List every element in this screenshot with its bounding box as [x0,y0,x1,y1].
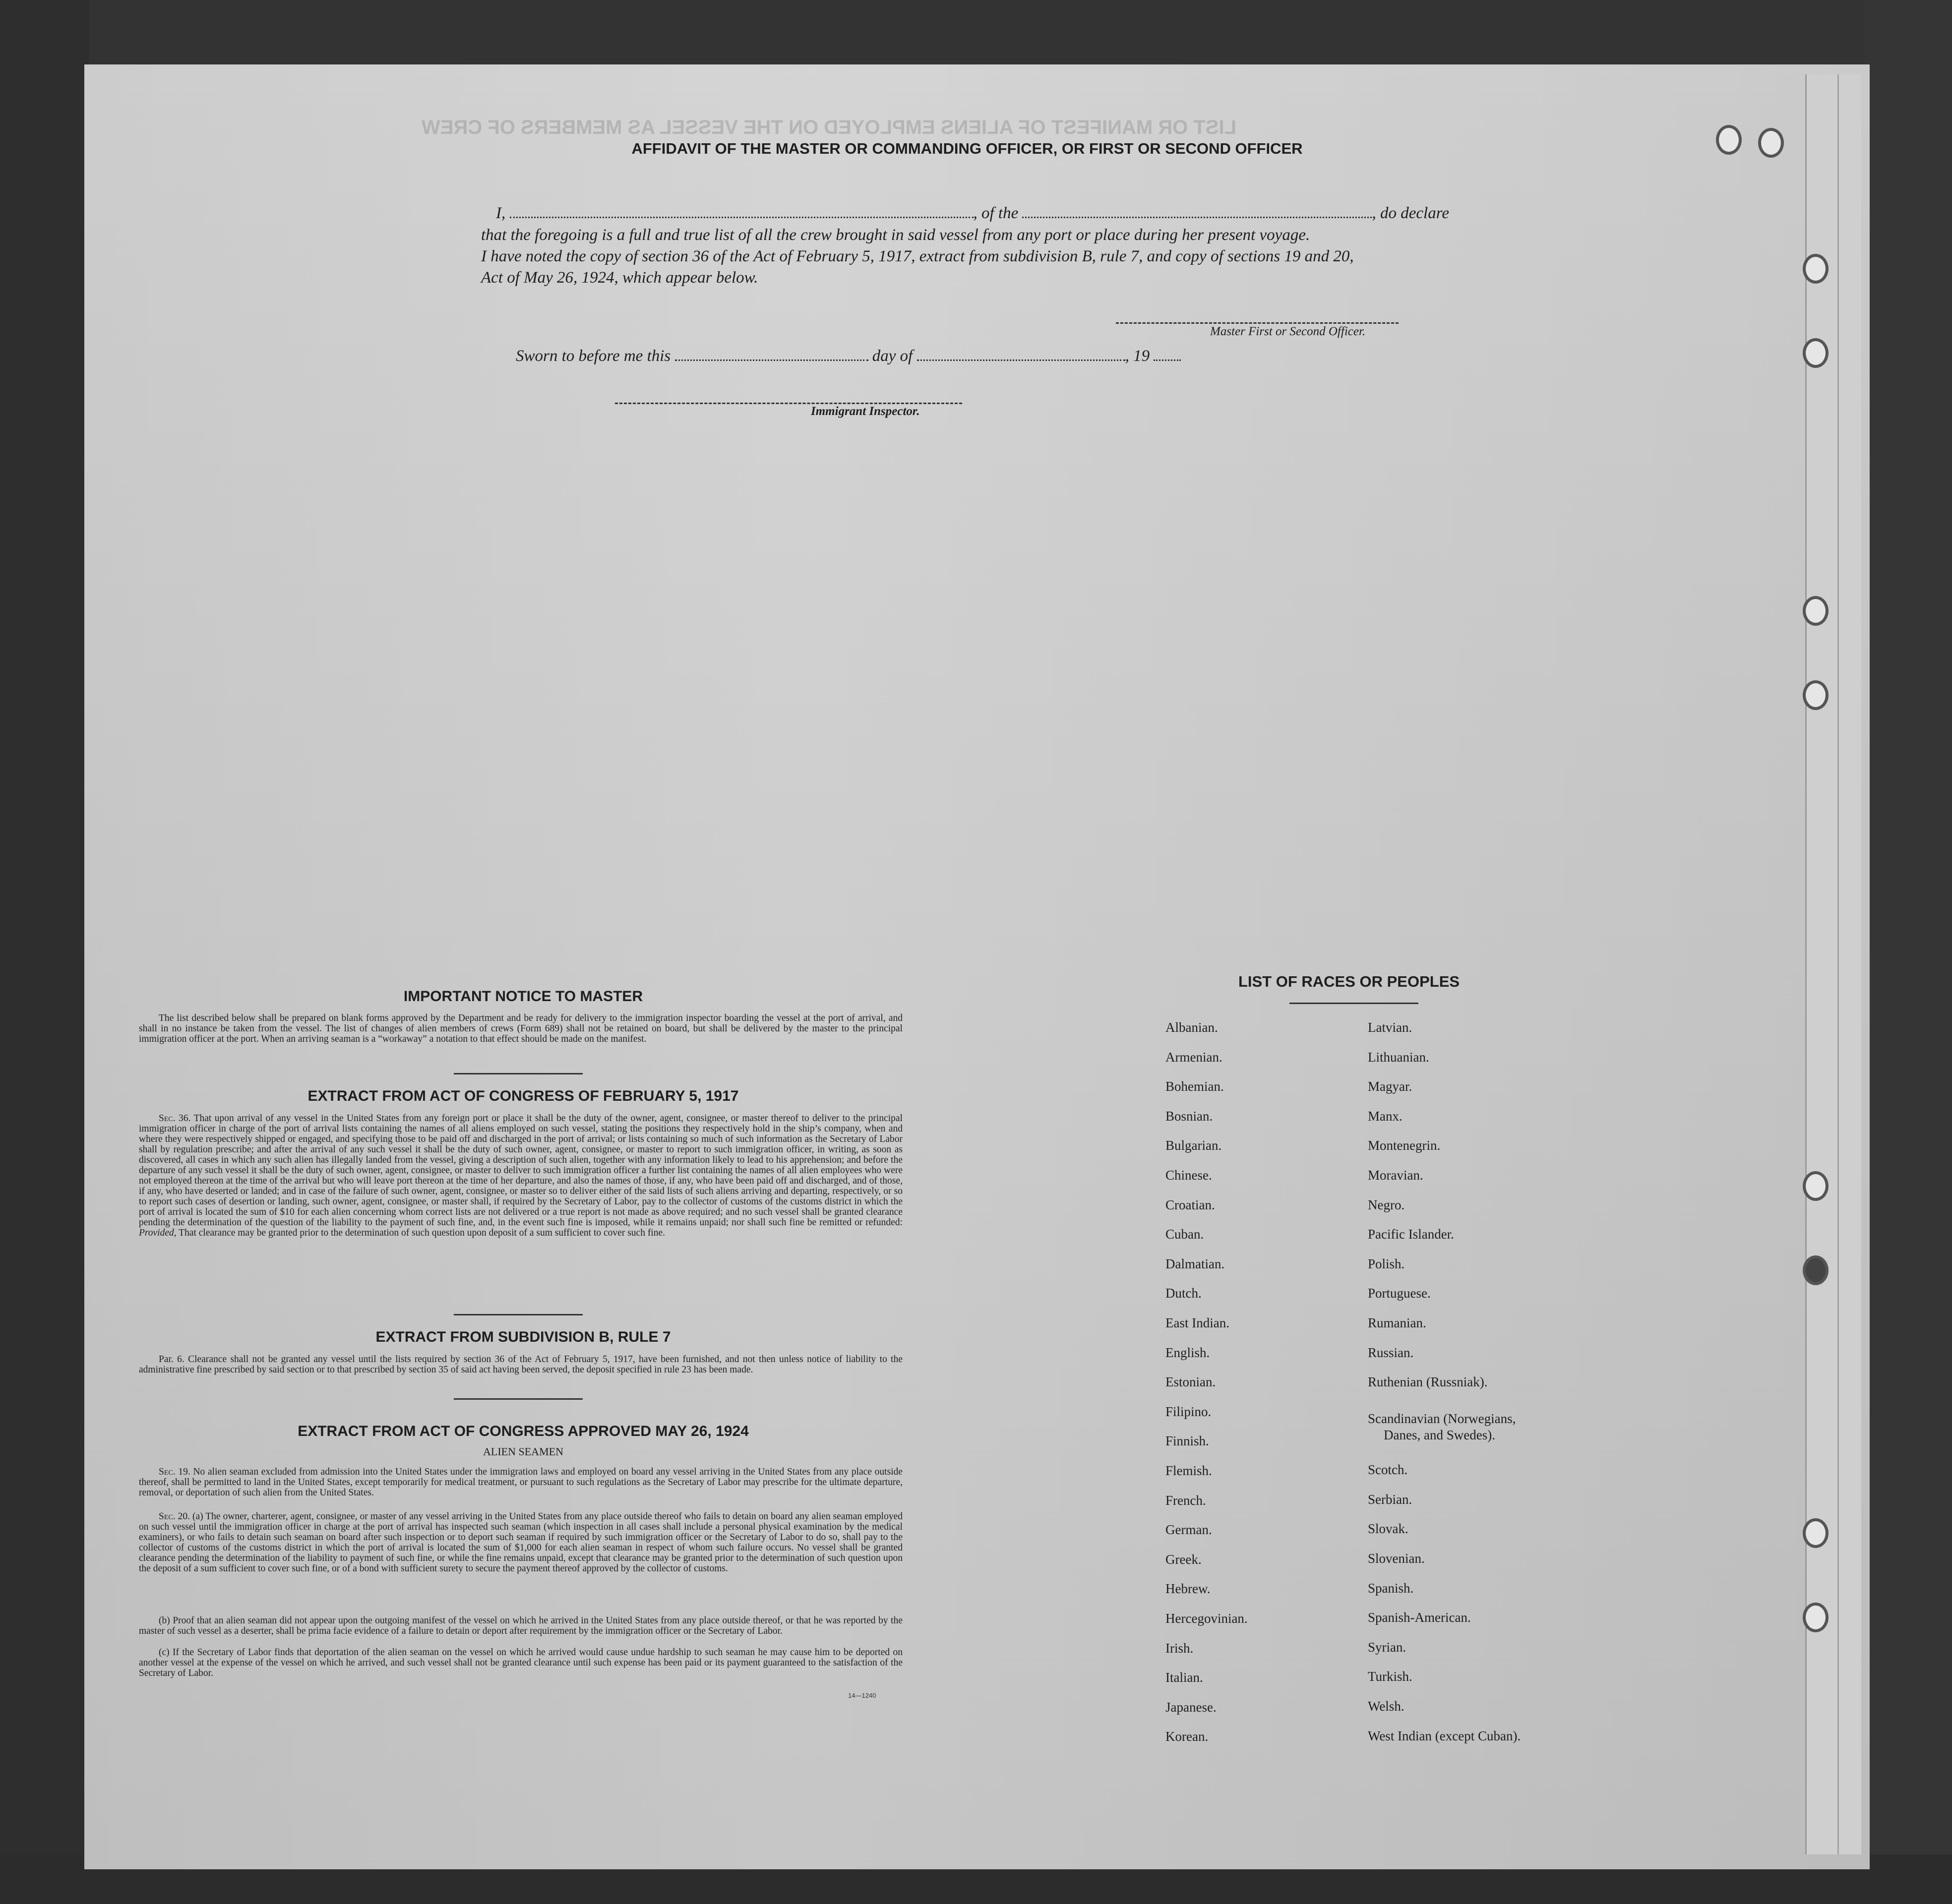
punch-hole-icon [1803,1603,1829,1632]
race-item: Chinese. [1165,1168,1212,1183]
master-signature-line[interactable] [1116,322,1399,324]
race-item: Bohemian. [1165,1079,1224,1094]
race-item: Pacific Islander. [1368,1227,1454,1242]
punch-hole-icon [1716,125,1742,155]
declaration-i: I, [496,204,506,222]
sec-20c-text: (c) If the Secretary of Labor finds that deportation of the alien seaman on the vessel on which he arrived would cause undue hardship to such seaman he may cause him to be deported on another vessel at the expense of the vessel on which he arrived, and such vessel shall not be granted clearance until such expense has been paid or its payment guaranteed to the satisfaction of the Secretary of Labor. [139,1647,903,1678]
extract-1924-title: EXTRACT FROM ACT OF CONGRESS APPROVED MAY 26, 1924 [298,1423,749,1439]
sec-19-label: Sec. 19. [159,1467,190,1477]
declaration-line-2: that the foregoing is a full and true list of all the crew brought in said vessel from any port or place during her present voyage. [481,226,1310,244]
proviso-text: That clearance may be granted prior to the determination of such question upon deposit of a sum sufficient to cover such fine. [179,1228,666,1238]
sworn-month-blank[interactable] [917,355,1125,361]
alien-seamen-subtitle: ALIEN SEAMEN [483,1445,563,1458]
race-item: Serbian. [1368,1491,1412,1507]
race-item: Cuban. [1165,1227,1204,1242]
race-item: Danes, and Swedes). [1384,1428,1495,1443]
race-item: Turkish. [1368,1669,1412,1684]
race-item: Bulgarian. [1165,1138,1222,1153]
race-item: Magyar. [1368,1079,1412,1094]
race-item: Spanish. [1368,1580,1414,1596]
inspector-signature-line[interactable] [615,403,962,404]
extract-1917-text [139,1113,903,1238]
notice-title: IMPORTANT NOTICE TO MASTER [403,988,643,1005]
vessel-blank[interactable] [1022,212,1372,218]
sec-19-text [139,1467,903,1498]
race-item: Estonian. [1165,1374,1216,1390]
race-item: Latvian. [1368,1020,1412,1035]
punch-hole-icon [1758,128,1784,158]
race-item: East Indian. [1165,1315,1229,1330]
race-item: Slovenian. [1368,1551,1425,1566]
race-item: Albanian. [1165,1020,1218,1035]
race-item: Ruthenian (Russniak). [1368,1374,1488,1390]
race-item: Korean. [1165,1729,1209,1744]
page-edge-line [1837,74,1839,1854]
sworn-year-blank[interactable] [1154,355,1181,361]
sec-19-body: No alien seaman excluded from admission into the United States under the immigration laws and employed on board any vessel arriving in the United States from any place outside thereof, shall be permitted to land in the United States, except temporarily for medical treatment, or pursuant to such regulations as the Secretary of Labor may prescribe for the ultimate departure, removal, or deportation of such alien from the United States. [139,1467,903,1498]
declaration-line-4: Act of May 26, 1924, which appear below. [481,269,758,287]
punch-hole-icon [1803,1171,1829,1201]
race-item: Dutch. [1165,1286,1202,1301]
race-item: Croatian. [1165,1197,1215,1212]
race-item: Italian. [1165,1670,1203,1685]
punch-hole-icon [1803,254,1829,284]
sworn-prefix: Sworn to before me this [516,347,671,365]
divider [454,1398,583,1400]
show-through-row [347,511,1686,522]
sworn-line [516,347,1181,365]
race-item: Polish. [1368,1256,1405,1271]
inspector-label: Immigrant Inspector. [811,405,920,418]
race-item: Japanese. [1165,1699,1217,1715]
sworn-year: , 19 [1125,347,1150,365]
punch-hole-icon [1803,1255,1829,1285]
show-through-row [347,550,1686,561]
race-item: Moravian. [1368,1168,1423,1183]
rule-7-text: Par. 6. Clearance shall not be granted any vessel until the lists required by section 36 of the Act of February 5, 1917, have been furnished, and not then unless notice of liability to the administrative fine prescribed by said section or to that prescribed by section 35 of said act having been served, the deposit specified in rule 23 has been made. [139,1354,903,1375]
notice-text: The list described below shall be prepared on blank forms approved by the Department and be ready for delivery to the immigration inspector boarding the vessel at the port of arrival, and shall in no instance be taken from the vessel. The list of changes of alien members of crews (Form 689) shall not be retained on board, but shall be delivered by the master to the principal immigration officer at the port. When an arriving seaman is a “workaway” a notation to that effect should be made on the manifest. [139,1013,903,1044]
race-item: German. [1165,1522,1212,1538]
race-item: Hebrew. [1165,1581,1211,1597]
race-item: Portuguese. [1368,1286,1431,1301]
divider [454,1073,583,1074]
race-item: Russian. [1368,1345,1414,1360]
punch-hole-icon [1803,680,1829,710]
sec-36-label: Sec. 36. [159,1113,191,1124]
race-item: Negro. [1368,1197,1405,1212]
sec-20b-text: (b) Proof that an alien seaman did not appear upon the outgoing manifest of the vessel on which he arrived in the United States from any place outside thereof, or that he was reported by the master of such vessel as a deserter, shall be prima facie evidence of a failure to detain or deport after requirement by the immigration officer or the Secretary of Labor. [139,1615,903,1636]
show-through-row [347,471,1686,482]
form-number: 14—1240 [848,1692,876,1699]
proviso-word: Provided, [139,1228,177,1238]
extract-1917-title: EXTRACT FROM ACT OF CONGRESS OF FEBRUARY 5, 1917 [307,1088,739,1104]
affidavit-title: AFFIDAVIT OF THE MASTER OR COMMANDING OFFICER, OR FIRST OR SECOND OFFICER [631,140,1303,157]
races-title: LIST OF RACES OR PEOPLES [1238,973,1460,990]
sec-20a-body: (a) The owner, charterer, agent, consignee, or master of any vessel arriving in the United States from any place outside thereof who fails to detain on board any alien seaman employed on such vessel until the immigration officer in charge at the port of arrival has inspected such seaman (which inspection in all cases shall include a personal physical examination by the medical examiners), or who fails to detain such seaman on board after such inspection or to deport such seaman if required by such immigration officer or the Secretary of Labor to do so, shall pay to the collector of customs of the customs district in which the port of arrival is located the sum of $1,000 for each alien seaman in respect of whom such failure occurs. No vessel shall be granted clearance pending the determination of the liability to payment of such fine, or while the fine remains unpaid, except that clearance may be granted prior to the determination of such question upon the deposit of a sum sufficient to cover such fine, or of a bond with sufficient surety to secure the payment thereof approved by the collector of customs. [139,1511,903,1574]
show-through-row [347,431,1686,442]
punch-hole-icon [1803,596,1829,626]
race-item: Dalmatian. [1165,1256,1225,1271]
divider [1289,1003,1418,1004]
race-item: Scotch. [1368,1462,1408,1478]
punch-hole-icon [1803,1518,1829,1548]
race-item: Greek. [1165,1551,1202,1567]
race-item: Flemish. [1165,1463,1212,1478]
race-item: Syrian. [1368,1639,1406,1655]
race-item: Slovak. [1368,1521,1408,1537]
race-item: West Indian (except Cuban). [1368,1728,1521,1743]
race-item: Manx. [1368,1108,1403,1124]
race-item: Hercegovinian. [1165,1611,1248,1626]
declaration-line-3: I have noted the copy of section 36 of the Act of February 5, 1917, extract from subdivision B, rule 7, and copy of sections 19 and 20, [481,247,1354,265]
race-item: English. [1165,1345,1210,1360]
race-item: Spanish-American. [1368,1610,1471,1625]
sec-20-label: Sec. 20. [159,1511,190,1522]
name-blank[interactable] [510,212,974,218]
race-item: Lithuanian. [1368,1049,1429,1065]
document-page [84,64,1870,1869]
scan-background-left [0,0,89,1904]
show-through-heading: LIST OR MANIFEST OF ALIENS EMPLOYED ON THE VESSEL AS MEMBERS OF CREW [422,117,1237,138]
race-item: Irish. [1165,1640,1194,1656]
sworn-day-blank[interactable] [675,355,868,361]
declaration-line [496,204,1449,223]
scan-background-top [0,0,1952,64]
race-item: Montenegrin. [1368,1138,1441,1153]
punch-hole-icon [1803,338,1829,368]
race-item: French. [1165,1492,1206,1508]
race-item: Rumanian. [1368,1315,1426,1330]
sworn-day-of: day of [872,347,913,365]
show-through-row [347,590,1686,601]
race-item: Filipino. [1165,1404,1212,1419]
race-item: Armenian. [1165,1049,1222,1065]
declaration-of-the: , of the [973,204,1019,222]
divider [454,1314,583,1315]
master-signature-label: Master First or Second Officer. [1210,325,1366,338]
sec-36-body: That upon arrival of any vessel in the United States from any foreign port or place it shall be the duty of the owner, agent, consignee, or master thereof to deliver to the principal immigration officer in charge of the port of arrival lists containing the names of all aliens employed on such vessel, stating the positions they respectively hold in the ship’s company, when and where they were respectively shipped or engaged, and specifying those to be paid off and discharged in the port of arrival; or lists containing so much of such information as the Secretary of Labor shall by regulation prescribe; and after the arrival of any such vessel it shall be the duty of such owner, agent, consignee, or master to report to such immigration officer, in writing, as soon as discovered, all cases in which any such alien has illegally landed from the vessel, giving a description of such alien, together with any information likely to lead to his apprehension; and before the departure of any such vessel it shall be the duty of such owner, agent, consignee, or master to deliver to such immigration officer a further list containing the names of all alien employees who were not employed thereon at the time of the arrival but who will leave port thereon at the time of her departure, and also the names of those, if any, who have been paid off and discharged, and of those, if any, who have deserted or landed; and in case of the failure of such owner, agent, consignee, or master so to deliver either of the said lists of such aliens arriving and departing, respectively, or so to report such cases of desertion or landing, such owner, agent, consignee, or master shall, if required by the Secretary of Labor, pay to the collector of customs of the customs district in which the port of arrival is located the sum of $10 for each alien concerning whom correct lists are not delivered or a true report is not made as above required; and no such vessel shall be granted clearance pending the determination of the question of the liability to the payment of such fine, and, in the event such fine is imposed, while it remains unpaid; nor shall such fine be remitted or refunded: [139,1113,903,1228]
rule-7-title: EXTRACT FROM SUBDIVISION B, RULE 7 [375,1329,671,1345]
declaration-declare: , do declare [1372,204,1449,222]
race-item: Finnish. [1165,1433,1209,1449]
race-item: Bosnian. [1165,1108,1213,1124]
scan-background-right [1865,0,1952,1904]
race-item: Scandinavian (Norwegians, [1368,1411,1516,1427]
sec-20a-text [139,1511,903,1574]
race-item: Welsh. [1368,1699,1404,1714]
